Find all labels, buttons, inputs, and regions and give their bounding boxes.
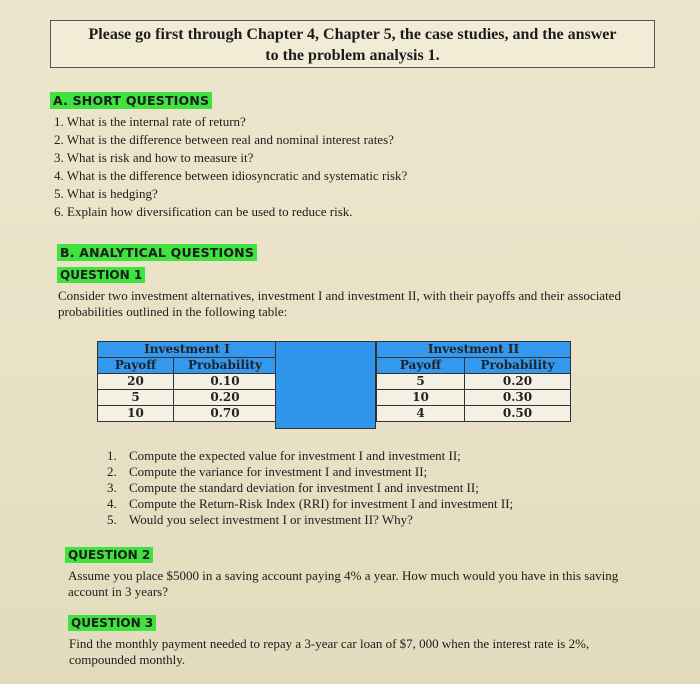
section-a-title: A. SHORT QUESTIONS [50, 92, 212, 109]
short-question-item: 4. What is the difference between idiosyncratic and systematic risk? [54, 168, 408, 183]
probability-cell: 0.70 [174, 406, 277, 422]
task-number: 2. [107, 464, 117, 479]
task-number: 5. [107, 512, 117, 527]
task-text: Compute the variance for investment I and investment II; [129, 464, 428, 479]
payoff-cell: 10 [98, 406, 174, 422]
table-row [377, 374, 571, 390]
investment-1-title: Investment I [98, 342, 277, 358]
question-2-text: Assume you place $5000 in a saving account paying 4% a year. How much would you have in this saving account in 3 years? [68, 568, 619, 599]
instruction-header [50, 20, 655, 68]
task-number: 3. [107, 480, 117, 495]
payoff-cell: 5 [98, 390, 174, 406]
task-text: Compute the standard deviation for investment I and investment II; [129, 480, 479, 495]
table-spacer-block [275, 341, 376, 429]
short-questions-list [54, 113, 407, 221]
question-2-heading [65, 546, 153, 564]
section-a-heading [50, 92, 212, 110]
task-number: 1. [107, 448, 117, 463]
short-question-item: 5. What is hedging? [54, 186, 158, 201]
probability-cell: 0.50 [465, 406, 571, 422]
payoff-cell: 5 [377, 374, 465, 390]
task-text: Would you select investment I or investment II? Why? [129, 512, 413, 527]
task-number: 4. [107, 496, 117, 511]
payoff-cell: 4 [377, 406, 465, 422]
column-header-payoff: Payoff [377, 358, 465, 374]
short-question-item: 3. What is risk and how to measure it? [54, 150, 254, 165]
short-question-item: 1. What is the internal rate of return? [54, 114, 246, 129]
instruction-line-2: to the problem analysis 1. [265, 47, 440, 64]
section-b-title: B. ANALYTICAL QUESTIONS [57, 244, 257, 261]
list-item [107, 448, 513, 464]
column-header-payoff: Payoff [98, 358, 174, 374]
section-b-heading [57, 244, 257, 262]
short-question-item: 2. What is the difference between real and nominal interest rates? [54, 132, 394, 147]
investment-1-table [97, 341, 277, 422]
instruction-line-1: Please go first through Chapter 4, Chapter 5, the case studies, and the answer [88, 26, 617, 43]
list-item [107, 480, 513, 496]
question-3-label: QUESTION 3 [68, 615, 156, 631]
question-3-heading [68, 614, 156, 632]
list-item [107, 512, 513, 528]
task-text: Compute the Return-Risk Index (RRI) for investment I and investment II; [129, 496, 514, 511]
question-3-text: Find the monthly payment needed to repay a 3-year car loan of $7, 000 when the interest rate is 2%, compounded monthly. [69, 636, 590, 667]
short-question-item: 6. Explain how diversification can be used to reduce risk. [54, 204, 353, 219]
payoff-cell: 20 [98, 374, 174, 390]
table-row [98, 374, 277, 390]
table-row [98, 390, 277, 406]
payoff-cell: 10 [377, 390, 465, 406]
table-row [377, 406, 571, 422]
table-row [98, 406, 277, 422]
investment-2-title: Investment II [377, 342, 571, 358]
list-item [107, 464, 513, 480]
probability-cell: 0.30 [465, 390, 571, 406]
task-text: Compute the expected value for investment I and investment II; [129, 448, 461, 463]
question-2-label: QUESTION 2 [65, 547, 153, 563]
probability-cell: 0.20 [465, 374, 571, 390]
column-header-probability: Probability [465, 358, 571, 374]
probability-cell: 0.10 [174, 374, 277, 390]
column-header-probability: Probability [174, 358, 277, 374]
list-item [107, 496, 513, 512]
question-1-heading [57, 266, 145, 284]
investment-2-table [376, 341, 571, 422]
question-1-tasks [107, 448, 513, 528]
table-row [377, 390, 571, 406]
question-1-text: Consider two investment alternatives, investment I and investment II, with their payoffs and their associated probabilities outlined in the following table: [58, 288, 621, 319]
probability-cell: 0.20 [174, 390, 277, 406]
question-1-label: QUESTION 1 [57, 267, 145, 283]
